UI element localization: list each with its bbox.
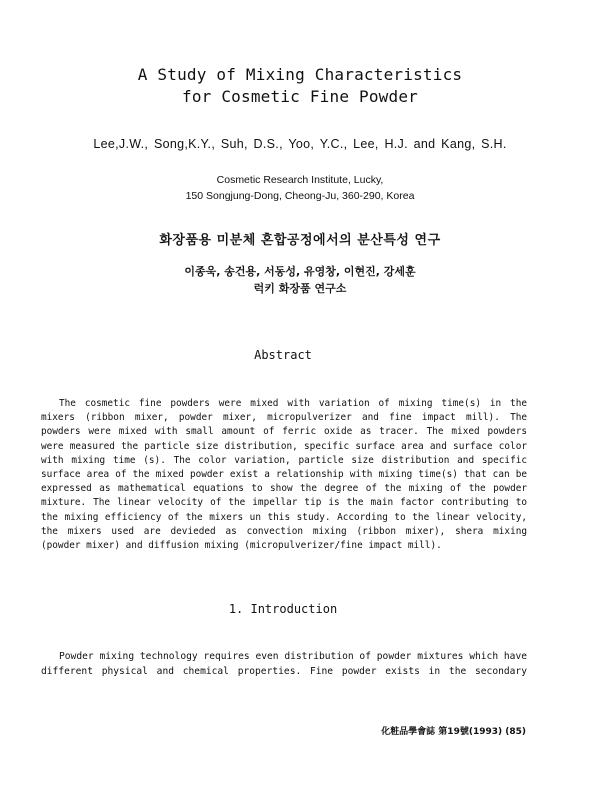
intro-line: different physical and chemical properties. Fine powder exists in the secondary bbox=[41, 665, 527, 677]
affiliation-line: 150 Songjung-Dong, Cheong-Ju, 360-290, Korea bbox=[185, 190, 415, 202]
abstract-line: with mixing time (s). The color variation, particle size distribution and specific bbox=[41, 454, 527, 466]
author-list: Lee,J.W., Song,K.Y., Suh, D.S., Yoo, Y.C., Lee, H.J. and Kang, S.H. bbox=[93, 137, 507, 151]
abstract-line: mixers (ribbon mixer, powder mixer, micropulverizer and fine impact mill). The bbox=[41, 412, 527, 424]
abstract-line: surface area of the mixed powder exist a relationship with mixing time(s) that can be bbox=[41, 469, 527, 481]
abstract-line: The cosmetic fine powders were mixed with variation of mixing time(s) in the bbox=[59, 398, 527, 409]
affiliation bbox=[0, 172, 600, 204]
intro-line: Powder mixing technology requires even distribution of powder mixtures which have bbox=[59, 651, 527, 662]
abstract-line: powders were mixed with small amount of ferric oxide as tracer. The mixed powders bbox=[41, 426, 527, 438]
section-heading-introduction: 1. Introduction bbox=[228, 602, 338, 616]
korean-title: 화장품용 미분체 혼합공정에서의 분산특성 연구 bbox=[159, 233, 441, 248]
journal-footer: 化粧品學會誌 第19號(1993) (85) bbox=[381, 727, 526, 737]
abstract-heading: Abstract bbox=[254, 348, 312, 362]
abstract-line: mixture. The linear velocity of the impellar tip is the main factor contributing to bbox=[41, 497, 527, 509]
abstract-body bbox=[41, 397, 527, 553]
title-line: A Study of Mixing Characteristics bbox=[137, 65, 463, 84]
title-line: for Cosmetic Fine Powder bbox=[182, 87, 418, 106]
affiliation-line: Cosmetic Research Institute, Lucky, bbox=[216, 174, 384, 186]
introduction-body bbox=[41, 650, 527, 679]
korean-author-block bbox=[0, 263, 600, 297]
abstract-line: (powder mixer) and diffusion mixing (micropulverizer/fine impact mill). bbox=[41, 540, 442, 552]
abstract-line: were measured the particle size distribution, specific surface area and surface color bbox=[41, 440, 527, 452]
korean-affiliation: 럭키 화장품 연구소 bbox=[253, 282, 347, 295]
paper-title bbox=[0, 64, 600, 108]
abstract-line: expressed as mathematical equations to show the degree of the mixing of the powder bbox=[41, 483, 527, 495]
korean-authors: 이종욱, 송건용, 서동성, 유영창, 이현진, 강세훈 bbox=[184, 265, 416, 278]
abstract-line: the mixers used are devieded as convection mixing (ribbon mixer), shera mixing bbox=[41, 525, 527, 537]
abstract-line: the mixing efficiency of the mixers un this study. According to the linear velocity, bbox=[41, 511, 527, 523]
